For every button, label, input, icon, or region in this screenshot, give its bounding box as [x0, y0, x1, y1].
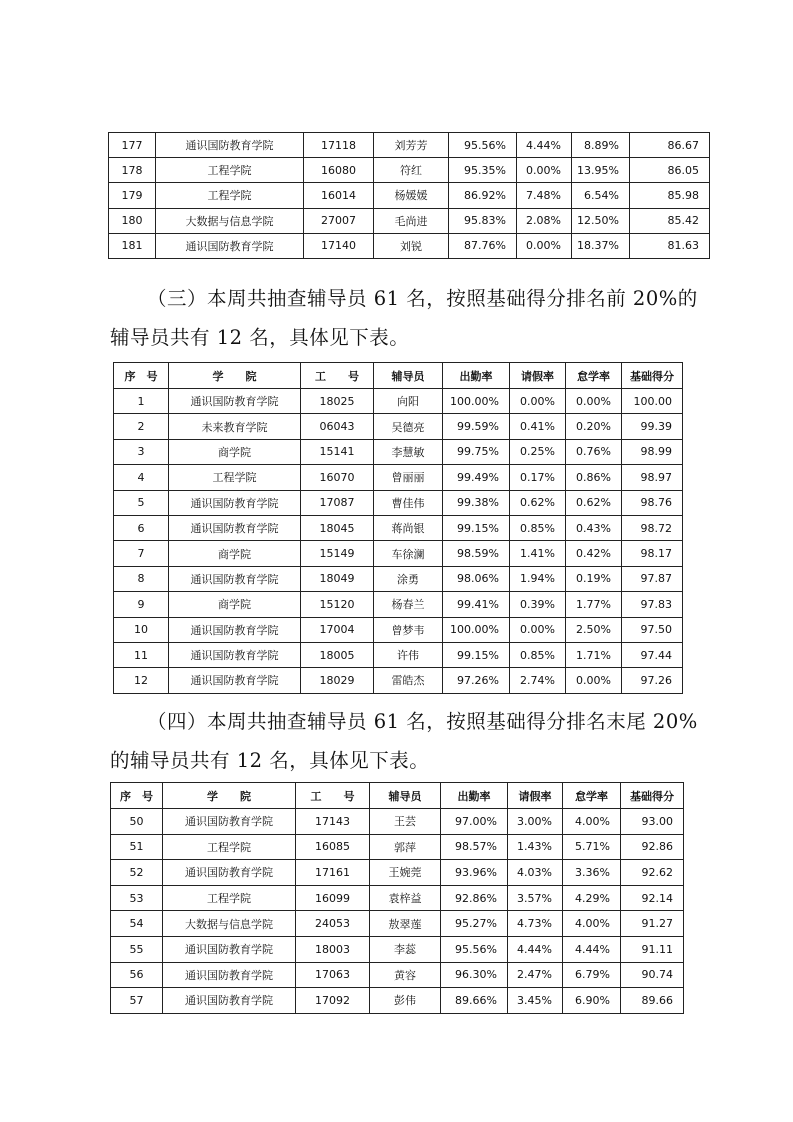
leave-rate-cell: 0.00% [510, 617, 566, 642]
rank-cell: 181 [109, 233, 156, 258]
leave-rate-cell: 4.03% [508, 860, 563, 886]
rank-cell: 55 [111, 936, 163, 962]
college-cell: 工程学院 [169, 465, 301, 490]
rank-cell: 177 [109, 133, 156, 158]
attendance-rate-cell: 97.00% [441, 809, 508, 835]
section-4-paragraph: （四）本周共抽查辅导员 61 名，按照基础得分排名末尾 20%的辅导员共有 12 名，具体见下表。 [110, 710, 698, 772]
staff-id-cell: 18005 [301, 642, 374, 667]
truancy-rate-cell: 0.00% [566, 389, 622, 414]
rank-cell: 180 [109, 208, 156, 233]
table-row [111, 936, 684, 962]
counselor-cell: 吴德亮 [374, 414, 443, 439]
counselor-cell: 黄容 [370, 962, 441, 988]
rank-cell: 52 [111, 860, 163, 886]
counselor-cell: 王芸 [370, 809, 441, 835]
attendance-rate-cell: 95.27% [441, 911, 508, 937]
column-header: 序 号 [114, 363, 169, 389]
table-row [114, 389, 683, 414]
table-row [111, 962, 684, 988]
truancy-rate-cell: 6.90% [563, 988, 621, 1014]
base-score-cell: 85.42 [630, 208, 710, 233]
rank-cell: 1 [114, 389, 169, 414]
leave-rate-cell: 3.57% [508, 885, 563, 911]
college-cell: 工程学院 [163, 885, 296, 911]
column-header: 基础得分 [622, 363, 683, 389]
rank-cell: 4 [114, 465, 169, 490]
college-cell: 商学院 [169, 541, 301, 566]
truancy-rate-cell: 0.86% [566, 465, 622, 490]
truancy-rate-cell: 6.54% [572, 183, 630, 208]
counselor-cell: 涂勇 [374, 566, 443, 591]
section-3-paragraph: （三）本周共抽查辅导员 61 名，按照基础得分排名前 20%的辅导员共有 12 名，具体见下表。 [110, 287, 698, 349]
table-row [111, 988, 684, 1014]
college-cell: 通识国防教育学院 [169, 566, 301, 591]
rank-cell: 10 [114, 617, 169, 642]
table-row [111, 911, 684, 937]
truancy-rate-cell: 4.29% [563, 885, 621, 911]
table-row [111, 834, 684, 860]
base-score-cell: 81.63 [630, 233, 710, 258]
base-score-cell: 98.99 [622, 439, 683, 464]
attendance-rate-cell: 99.38% [443, 490, 510, 515]
base-score-cell: 86.05 [630, 158, 710, 183]
attendance-rate-cell: 98.59% [443, 541, 510, 566]
table-row [114, 414, 683, 439]
staff-id-cell: 17004 [301, 617, 374, 642]
table-row [109, 233, 710, 258]
base-score-cell: 97.50 [622, 617, 683, 642]
attendance-rate-cell: 99.15% [443, 642, 510, 667]
table-row [109, 133, 710, 158]
table-row [109, 158, 710, 183]
staff-id-cell: 15149 [301, 541, 374, 566]
base-score-cell: 97.87 [622, 566, 683, 591]
college-cell: 商学院 [169, 592, 301, 617]
staff-id-cell: 17092 [296, 988, 370, 1014]
leave-rate-cell: 0.00% [517, 158, 572, 183]
attendance-rate-cell: 95.83% [449, 208, 517, 233]
attendance-rate-cell: 86.92% [449, 183, 517, 208]
truancy-rate-cell: 2.50% [566, 617, 622, 642]
truancy-rate-cell: 4.00% [563, 809, 621, 835]
leave-rate-cell: 1.94% [510, 566, 566, 591]
attendance-rate-cell: 95.56% [449, 133, 517, 158]
college-cell: 通识国防教育学院 [169, 515, 301, 540]
table-row [114, 566, 683, 591]
table-row [114, 515, 683, 540]
column-header: 工 号 [296, 783, 370, 809]
staff-id-cell: 16070 [301, 465, 374, 490]
counselor-cell: 刘锐 [374, 233, 449, 258]
table-bottom-20-percent [110, 782, 684, 1014]
truancy-rate-cell: 5.71% [563, 834, 621, 860]
table-row [114, 592, 683, 617]
counselor-cell: 敖翠莲 [370, 911, 441, 937]
truancy-rate-cell: 1.71% [566, 642, 622, 667]
counselor-cell: 杨媛媛 [374, 183, 449, 208]
table-row [114, 439, 683, 464]
attendance-rate-cell: 95.35% [449, 158, 517, 183]
truancy-rate-cell: 8.89% [572, 133, 630, 158]
attendance-rate-cell: 99.15% [443, 515, 510, 540]
college-cell: 通识国防教育学院 [163, 809, 296, 835]
rank-cell: 179 [109, 183, 156, 208]
truancy-rate-cell: 1.77% [566, 592, 622, 617]
rank-cell: 12 [114, 668, 169, 693]
counselor-cell: 郭萍 [370, 834, 441, 860]
base-score-cell: 98.76 [622, 490, 683, 515]
table-header-row [114, 363, 683, 389]
staff-id-cell: 24053 [296, 911, 370, 937]
column-header: 请假率 [510, 363, 566, 389]
column-header: 请假率 [508, 783, 563, 809]
rank-cell: 3 [114, 439, 169, 464]
college-cell: 通识国防教育学院 [169, 490, 301, 515]
base-score-cell: 97.44 [622, 642, 683, 667]
college-cell: 通识国防教育学院 [163, 988, 296, 1014]
leave-rate-cell: 4.44% [508, 936, 563, 962]
leave-rate-cell: 4.44% [517, 133, 572, 158]
base-score-cell: 86.67 [630, 133, 710, 158]
staff-id-cell: 27007 [304, 208, 374, 233]
counselor-cell: 刘芳芳 [374, 133, 449, 158]
base-score-cell: 85.98 [630, 183, 710, 208]
college-cell: 大数据与信息学院 [163, 911, 296, 937]
rank-cell: 9 [114, 592, 169, 617]
rank-cell: 11 [114, 642, 169, 667]
table-row [114, 541, 683, 566]
staff-id-cell: 17118 [304, 133, 374, 158]
rank-cell: 2 [114, 414, 169, 439]
leave-rate-cell: 0.85% [510, 515, 566, 540]
college-cell: 通识国防教育学院 [163, 936, 296, 962]
staff-id-cell: 17063 [296, 962, 370, 988]
leave-rate-cell: 2.08% [517, 208, 572, 233]
college-cell: 工程学院 [156, 158, 304, 183]
base-score-cell: 89.66 [621, 988, 684, 1014]
college-cell: 大数据与信息学院 [156, 208, 304, 233]
rank-cell: 56 [111, 962, 163, 988]
leave-rate-cell: 0.41% [510, 414, 566, 439]
counselor-cell: 李蕊 [370, 936, 441, 962]
base-score-cell: 100.00 [622, 389, 683, 414]
staff-id-cell: 17143 [296, 809, 370, 835]
column-header: 辅导员 [374, 363, 443, 389]
college-cell: 未来教育学院 [169, 414, 301, 439]
counselor-cell: 向阳 [374, 389, 443, 414]
college-cell: 商学院 [169, 439, 301, 464]
truancy-rate-cell: 3.36% [563, 860, 621, 886]
staff-id-cell: 17087 [301, 490, 374, 515]
counselor-cell: 袁梓益 [370, 885, 441, 911]
staff-id-cell: 18049 [301, 566, 374, 591]
college-cell: 工程学院 [156, 183, 304, 208]
table-row [111, 809, 684, 835]
college-cell: 通识国防教育学院 [156, 233, 304, 258]
staff-id-cell: 17140 [304, 233, 374, 258]
rank-cell: 7 [114, 541, 169, 566]
rank-cell: 57 [111, 988, 163, 1014]
leave-rate-cell: 0.39% [510, 592, 566, 617]
college-cell: 通识国防教育学院 [169, 617, 301, 642]
truancy-rate-cell: 6.79% [563, 962, 621, 988]
counselor-cell: 符红 [374, 158, 449, 183]
rank-cell: 51 [111, 834, 163, 860]
attendance-rate-cell: 95.56% [441, 936, 508, 962]
leave-rate-cell: 4.73% [508, 911, 563, 937]
base-score-cell: 98.97 [622, 465, 683, 490]
attendance-rate-cell: 99.59% [443, 414, 510, 439]
table-header [114, 363, 683, 389]
attendance-rate-cell: 98.57% [441, 834, 508, 860]
college-cell: 通识国防教育学院 [163, 962, 296, 988]
table-header [111, 783, 684, 809]
leave-rate-cell: 2.47% [508, 962, 563, 988]
column-header: 辅导员 [370, 783, 441, 809]
leave-rate-cell: 0.17% [510, 465, 566, 490]
leave-rate-cell: 2.74% [510, 668, 566, 693]
table-row [114, 642, 683, 667]
college-cell: 工程学院 [163, 834, 296, 860]
truancy-rate-cell: 0.20% [566, 414, 622, 439]
column-header: 出勤率 [441, 783, 508, 809]
staff-id-cell: 16085 [296, 834, 370, 860]
truancy-rate-cell: 18.37% [572, 233, 630, 258]
leave-rate-cell: 3.45% [508, 988, 563, 1014]
attendance-rate-cell: 99.41% [443, 592, 510, 617]
attendance-rate-cell: 93.96% [441, 860, 508, 886]
leave-rate-cell: 0.25% [510, 439, 566, 464]
truancy-rate-cell: 4.00% [563, 911, 621, 937]
leave-rate-cell: 0.62% [510, 490, 566, 515]
rank-cell: 8 [114, 566, 169, 591]
leave-rate-cell: 0.00% [510, 389, 566, 414]
rank-cell: 54 [111, 911, 163, 937]
staff-id-cell: 17161 [296, 860, 370, 886]
staff-id-cell: 16014 [304, 183, 374, 208]
table-row [111, 860, 684, 886]
leave-rate-cell: 3.00% [508, 809, 563, 835]
base-score-cell: 99.39 [622, 414, 683, 439]
staff-id-cell: 16099 [296, 885, 370, 911]
table-row [114, 617, 683, 642]
attendance-rate-cell: 87.76% [449, 233, 517, 258]
staff-id-cell: 18045 [301, 515, 374, 540]
table-row [114, 490, 683, 515]
truancy-rate-cell: 0.19% [566, 566, 622, 591]
table-row [114, 668, 683, 693]
table-top-20-percent [113, 362, 683, 694]
column-header: 出勤率 [443, 363, 510, 389]
counselor-cell: 雷皓杰 [374, 668, 443, 693]
staff-id-cell: 18025 [301, 389, 374, 414]
base-score-cell: 98.72 [622, 515, 683, 540]
counselor-cell: 许伟 [374, 642, 443, 667]
counselor-cell: 曹佳伟 [374, 490, 443, 515]
staff-id-cell: 15120 [301, 592, 374, 617]
column-header: 学 院 [163, 783, 296, 809]
truancy-rate-cell: 0.43% [566, 515, 622, 540]
base-score-cell: 91.27 [621, 911, 684, 937]
column-header: 怠学率 [566, 363, 622, 389]
base-score-cell: 97.83 [622, 592, 683, 617]
table-row [109, 208, 710, 233]
counselor-cell: 车徐澜 [374, 541, 443, 566]
attendance-rate-cell: 89.66% [441, 988, 508, 1014]
attendance-rate-cell: 96.30% [441, 962, 508, 988]
truancy-rate-cell: 0.00% [566, 668, 622, 693]
counselor-cell: 杨春兰 [374, 592, 443, 617]
column-header: 序 号 [111, 783, 163, 809]
staff-id-cell: 18029 [301, 668, 374, 693]
truancy-rate-cell: 4.44% [563, 936, 621, 962]
table-continued-ranking [108, 132, 710, 259]
counselor-cell: 李慧敏 [374, 439, 443, 464]
attendance-rate-cell: 99.75% [443, 439, 510, 464]
college-cell: 通识国防教育学院 [156, 133, 304, 158]
attendance-rate-cell: 92.86% [441, 885, 508, 911]
truancy-rate-cell: 12.50% [572, 208, 630, 233]
leave-rate-cell: 1.43% [508, 834, 563, 860]
rank-cell: 5 [114, 490, 169, 515]
attendance-rate-cell: 100.00% [443, 617, 510, 642]
base-score-cell: 98.17 [622, 541, 683, 566]
leave-rate-cell: 0.00% [517, 233, 572, 258]
rank-cell: 53 [111, 885, 163, 911]
truancy-rate-cell: 0.42% [566, 541, 622, 566]
table-row [109, 183, 710, 208]
staff-id-cell: 18003 [296, 936, 370, 962]
college-cell: 通识国防教育学院 [163, 860, 296, 886]
column-header: 基础得分 [621, 783, 684, 809]
leave-rate-cell: 7.48% [517, 183, 572, 208]
rank-cell: 178 [109, 158, 156, 183]
counselor-cell: 曾梦韦 [374, 617, 443, 642]
rank-cell: 6 [114, 515, 169, 540]
column-header: 怠学率 [563, 783, 621, 809]
table-header-row [111, 783, 684, 809]
staff-id-cell: 06043 [301, 414, 374, 439]
counselor-cell: 蒋尚银 [374, 515, 443, 540]
attendance-rate-cell: 100.00% [443, 389, 510, 414]
base-score-cell: 97.26 [622, 668, 683, 693]
base-score-cell: 92.14 [621, 885, 684, 911]
column-header: 工 号 [301, 363, 374, 389]
counselor-cell: 彭伟 [370, 988, 441, 1014]
table-row [114, 465, 683, 490]
truancy-rate-cell: 0.76% [566, 439, 622, 464]
column-header: 学 院 [169, 363, 301, 389]
base-score-cell: 90.74 [621, 962, 684, 988]
truancy-rate-cell: 13.95% [572, 158, 630, 183]
table-body [109, 133, 710, 259]
truancy-rate-cell: 0.62% [566, 490, 622, 515]
rank-cell: 50 [111, 809, 163, 835]
attendance-rate-cell: 97.26% [443, 668, 510, 693]
base-score-cell: 93.00 [621, 809, 684, 835]
base-score-cell: 92.62 [621, 860, 684, 886]
college-cell: 通识国防教育学院 [169, 389, 301, 414]
table-body [114, 389, 683, 694]
counselor-cell: 毛尚进 [374, 208, 449, 233]
college-cell: 通识国防教育学院 [169, 668, 301, 693]
table-body [111, 809, 684, 1014]
leave-rate-cell: 1.41% [510, 541, 566, 566]
leave-rate-cell: 0.85% [510, 642, 566, 667]
staff-id-cell: 15141 [301, 439, 374, 464]
attendance-rate-cell: 99.49% [443, 465, 510, 490]
base-score-cell: 91.11 [621, 936, 684, 962]
counselor-cell: 曾丽丽 [374, 465, 443, 490]
staff-id-cell: 16080 [304, 158, 374, 183]
base-score-cell: 92.86 [621, 834, 684, 860]
counselor-cell: 王婉莞 [370, 860, 441, 886]
attendance-rate-cell: 98.06% [443, 566, 510, 591]
table-row [111, 885, 684, 911]
college-cell: 通识国防教育学院 [169, 642, 301, 667]
